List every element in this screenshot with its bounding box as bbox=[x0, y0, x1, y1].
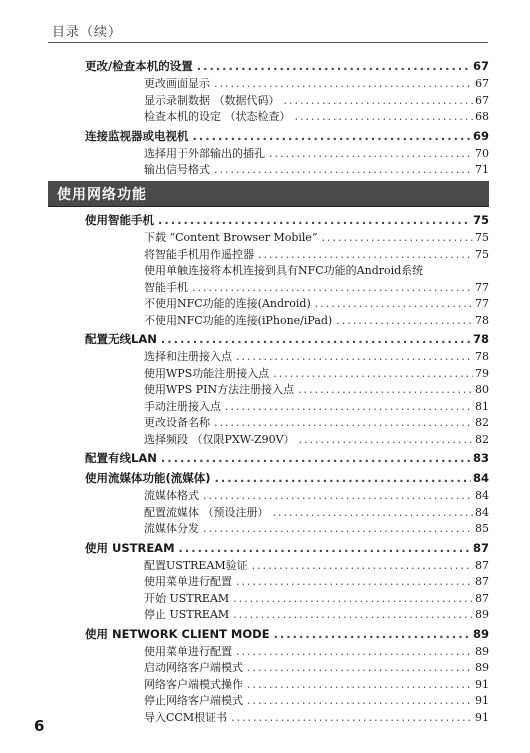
toc-chapter-entry[interactable] bbox=[85, 468, 489, 488]
toc-entry-title: 连接监视器或电视机 bbox=[85, 128, 189, 143]
toc-page-number: 75 bbox=[472, 213, 489, 227]
toc-subsection-entry[interactable] bbox=[144, 521, 489, 538]
toc-dot-leader bbox=[336, 313, 473, 330]
page-number: 6 bbox=[34, 717, 45, 735]
toc-dot-leader bbox=[252, 558, 473, 575]
toc-page-number: 68 bbox=[475, 110, 489, 123]
toc-dot-leader bbox=[298, 382, 473, 399]
toc-page-number: 89 bbox=[475, 644, 489, 658]
toc-entry-title: 选择用于外部输出的插孔 bbox=[144, 146, 265, 160]
toc-page-number: 67 bbox=[472, 59, 489, 73]
toc-page-number: 79 bbox=[475, 366, 489, 380]
toc-page-number: 87 bbox=[475, 591, 489, 605]
toc-page-number: 91 bbox=[475, 694, 489, 707]
toc-entry-title: 使用WPS功能注册接入点 bbox=[144, 366, 270, 380]
toc-page-number: 84 bbox=[472, 471, 489, 485]
toc-dot-leader bbox=[214, 162, 473, 179]
toc-page-number: 84 bbox=[475, 489, 489, 502]
toc-entry-title: 选择频段 （仅限PXW-Z90V） bbox=[144, 432, 295, 446]
toc-page-number: 70 bbox=[475, 146, 489, 160]
toc-page-number: 87 bbox=[475, 575, 489, 588]
toc-entry-title: 使用 NETWORK CLIENT MODE bbox=[85, 626, 270, 641]
toc-entry-title: 显示录制数据 （数据代码） bbox=[144, 93, 280, 107]
toc-page-number: 82 bbox=[475, 416, 489, 429]
toc-page-number: 89 bbox=[475, 661, 489, 674]
toc-dot-leader bbox=[179, 538, 471, 558]
toc-dot-leader bbox=[322, 230, 473, 247]
toc-dot-leader bbox=[192, 280, 473, 297]
toc-entry-title: 使用智能手机 bbox=[85, 213, 154, 227]
toc-entry-title: 停止网络客户端模式 bbox=[144, 694, 243, 707]
toc-entry-title: 导入CCM根证书 bbox=[144, 710, 228, 724]
toc-subsection-entry[interactable] bbox=[144, 366, 489, 383]
toc-entry-title: 不使用NFC功能的连接(iPhone/iPad) bbox=[144, 313, 333, 327]
toc-page-number: 78 bbox=[475, 350, 489, 363]
toc-entry-title: 使用菜单进行配置 bbox=[144, 644, 232, 658]
toc-dot-leader bbox=[215, 468, 471, 488]
toc-page-number: 91 bbox=[475, 677, 489, 691]
toc-entry-title: 配置USTREAM验证 bbox=[144, 558, 248, 572]
toc-subsection-entry[interactable] bbox=[144, 296, 489, 313]
toc-subsection-entry[interactable] bbox=[144, 109, 489, 126]
toc-entry-title: 将智能手机用作遥控器 bbox=[144, 247, 254, 261]
toc-dot-leader bbox=[231, 710, 473, 727]
toc-dot-leader bbox=[203, 521, 473, 538]
toc-dot-leader bbox=[233, 607, 473, 624]
toc-dot-leader bbox=[158, 210, 471, 230]
toc-entry-title: 网络客户端模式操作 bbox=[144, 677, 243, 691]
toc-page-number: 85 bbox=[475, 522, 489, 535]
toc-subsection-entry[interactable] bbox=[144, 280, 489, 297]
section-heading-bar bbox=[48, 181, 489, 207]
toc-entry-title: 更改/检查本机的设置 bbox=[85, 59, 193, 73]
toc-dot-leader bbox=[273, 366, 473, 383]
toc-subsection-entry[interactable] bbox=[144, 677, 489, 694]
toc-entry-title: 使用菜单进行配置 bbox=[144, 575, 232, 588]
toc-text-line: 使用单触连接将本机连接到具有NFC功能的Android系统 bbox=[144, 264, 424, 277]
toc-dot-leader bbox=[236, 349, 473, 366]
toc-subsection-entry[interactable] bbox=[144, 162, 489, 179]
toc-dot-leader bbox=[161, 329, 471, 349]
toc-page-number: 91 bbox=[475, 710, 489, 724]
toc-dot-leader bbox=[258, 247, 473, 264]
toc-dot-leader bbox=[273, 505, 474, 522]
toc-entry-title: 输出信号格式 bbox=[144, 163, 210, 176]
toc-dot-leader bbox=[299, 432, 473, 449]
toc-subsection-entry[interactable] bbox=[144, 558, 489, 575]
toc-entry-title: 配置有线LAN bbox=[85, 451, 157, 465]
toc-subsection-entry[interactable] bbox=[144, 505, 489, 522]
toc-subsection-entry[interactable] bbox=[144, 660, 489, 677]
toc-subsection-entry[interactable] bbox=[144, 399, 489, 416]
toc-dot-leader bbox=[247, 677, 473, 694]
toc-entry-title: 选择和注册接入点 bbox=[144, 350, 232, 363]
toc-chapter-entry[interactable] bbox=[85, 448, 489, 468]
toc-page-number: 67 bbox=[475, 77, 489, 90]
toc-page-number: 77 bbox=[475, 297, 489, 310]
toc-block-2 bbox=[85, 210, 489, 726]
toc-dot-leader bbox=[225, 399, 473, 416]
toc-block-1 bbox=[85, 56, 489, 179]
toc-page-number: 67 bbox=[475, 93, 489, 107]
toc-entry-title: 使用流媒体功能(流媒体) bbox=[85, 471, 211, 485]
toc-chapter-entry[interactable] bbox=[85, 624, 489, 644]
toc-dot-leader bbox=[295, 109, 474, 126]
toc-page-number: 78 bbox=[475, 313, 489, 327]
toc-page-number: 69 bbox=[472, 128, 489, 143]
toc-entry-title: 使用 USTREAM bbox=[85, 540, 175, 555]
toc-chapter-entry[interactable] bbox=[85, 126, 489, 146]
toc-subsection-entry[interactable] bbox=[144, 591, 489, 608]
toc-subsection-entry[interactable] bbox=[144, 415, 489, 432]
toc-entry-title: 配置无线LAN bbox=[85, 332, 157, 346]
toc-subsection-entry[interactable] bbox=[144, 313, 489, 330]
toc-page-number: 75 bbox=[475, 231, 489, 244]
toc-dot-leader bbox=[214, 415, 473, 432]
toc-dot-leader bbox=[247, 693, 473, 710]
toc-dot-leader bbox=[203, 488, 473, 505]
toc-entry-title: 下载 “Content Browser Mobile” bbox=[144, 231, 318, 244]
toc-dot-leader bbox=[197, 56, 471, 76]
toc-dot-leader bbox=[236, 644, 473, 661]
toc-dot-leader bbox=[315, 296, 473, 313]
toc-entry-title: 检查本机的设定 （状态检查） bbox=[144, 110, 291, 123]
toc-page-number: 77 bbox=[475, 280, 489, 294]
toc-entry-title: 流媒体格式 bbox=[144, 489, 199, 502]
section-heading-title: 使用网络功能 bbox=[57, 187, 147, 203]
toc-dot-leader bbox=[161, 448, 471, 468]
toc-subsection-entry[interactable] bbox=[144, 574, 489, 591]
toc-chapter-entry[interactable] bbox=[85, 56, 489, 76]
toc-dot-leader bbox=[236, 574, 473, 591]
running-header-title: 目录（续） bbox=[52, 25, 123, 40]
toc-page-number: 89 bbox=[475, 608, 489, 621]
toc-entry-title: 开始 USTREAM bbox=[144, 591, 230, 605]
toc-chapter-entry[interactable] bbox=[85, 538, 489, 558]
toc-page-number: 84 bbox=[475, 505, 489, 519]
toc-subsection-entry[interactable] bbox=[144, 76, 489, 93]
toc-dot-leader bbox=[247, 660, 473, 677]
toc-subsection-entry[interactable] bbox=[144, 710, 489, 727]
toc-subsection-entry[interactable] bbox=[144, 607, 489, 624]
toc-page-number: 71 bbox=[475, 163, 489, 176]
toc-chapter-entry[interactable] bbox=[85, 329, 489, 349]
toc-subsection-entry[interactable] bbox=[144, 349, 489, 366]
toc-page-number: 75 bbox=[475, 247, 489, 261]
toc-subsection-entry[interactable] bbox=[144, 693, 489, 710]
toc-page-number: 89 bbox=[472, 626, 489, 641]
toc-entry-title: 配置流媒体 （预设注册） bbox=[144, 505, 269, 519]
toc-subsection-entry[interactable] bbox=[144, 230, 489, 247]
toc-entry-title: 使用WPS PIN方法注册接入点 bbox=[144, 383, 295, 396]
toc-entry-title: 启动网络客户端模式 bbox=[144, 661, 243, 674]
toc-subsection-entry[interactable] bbox=[144, 93, 489, 110]
toc-page-number: 87 bbox=[475, 558, 489, 572]
toc-entry-title: 不使用NFC功能的连接(Android) bbox=[144, 297, 311, 310]
toc-subsection-entry[interactable] bbox=[144, 432, 489, 449]
toc-page-number: 78 bbox=[472, 332, 489, 346]
toc-dot-leader bbox=[269, 146, 473, 163]
toc-entry-title: 停止 USTREAM bbox=[144, 608, 230, 621]
header-divider bbox=[48, 42, 488, 43]
toc-dot-leader bbox=[233, 591, 473, 608]
toc-entry-title: 流媒体分发 bbox=[144, 522, 199, 535]
toc-subsection-entry[interactable] bbox=[144, 382, 489, 399]
toc-page-number: 87 bbox=[472, 540, 489, 555]
toc-dot-leader bbox=[214, 76, 473, 93]
toc-page-number: 81 bbox=[475, 399, 489, 413]
toc-entry-title: 手动注册接入点 bbox=[144, 399, 221, 413]
toc-page-number: 82 bbox=[475, 432, 489, 446]
toc-dot-leader bbox=[274, 624, 471, 644]
toc-page-number: 83 bbox=[472, 451, 489, 465]
toc-subsection-entry[interactable] bbox=[144, 644, 489, 661]
toc-entry-title: 智能手机 bbox=[144, 280, 188, 294]
toc-dot-leader bbox=[193, 126, 471, 146]
toc-subsection-entry[interactable] bbox=[144, 488, 489, 505]
toc-page-number: 80 bbox=[475, 383, 489, 396]
toc-subsection-entry[interactable] bbox=[144, 247, 489, 264]
toc-subsection-entry[interactable] bbox=[144, 146, 489, 163]
toc-entry-title: 更改设备名称 bbox=[144, 416, 210, 429]
toc-dot-leader bbox=[284, 93, 474, 110]
toc-entry-title: 更改画面显示 bbox=[144, 77, 210, 90]
toc-chapter-entry[interactable] bbox=[85, 210, 489, 230]
